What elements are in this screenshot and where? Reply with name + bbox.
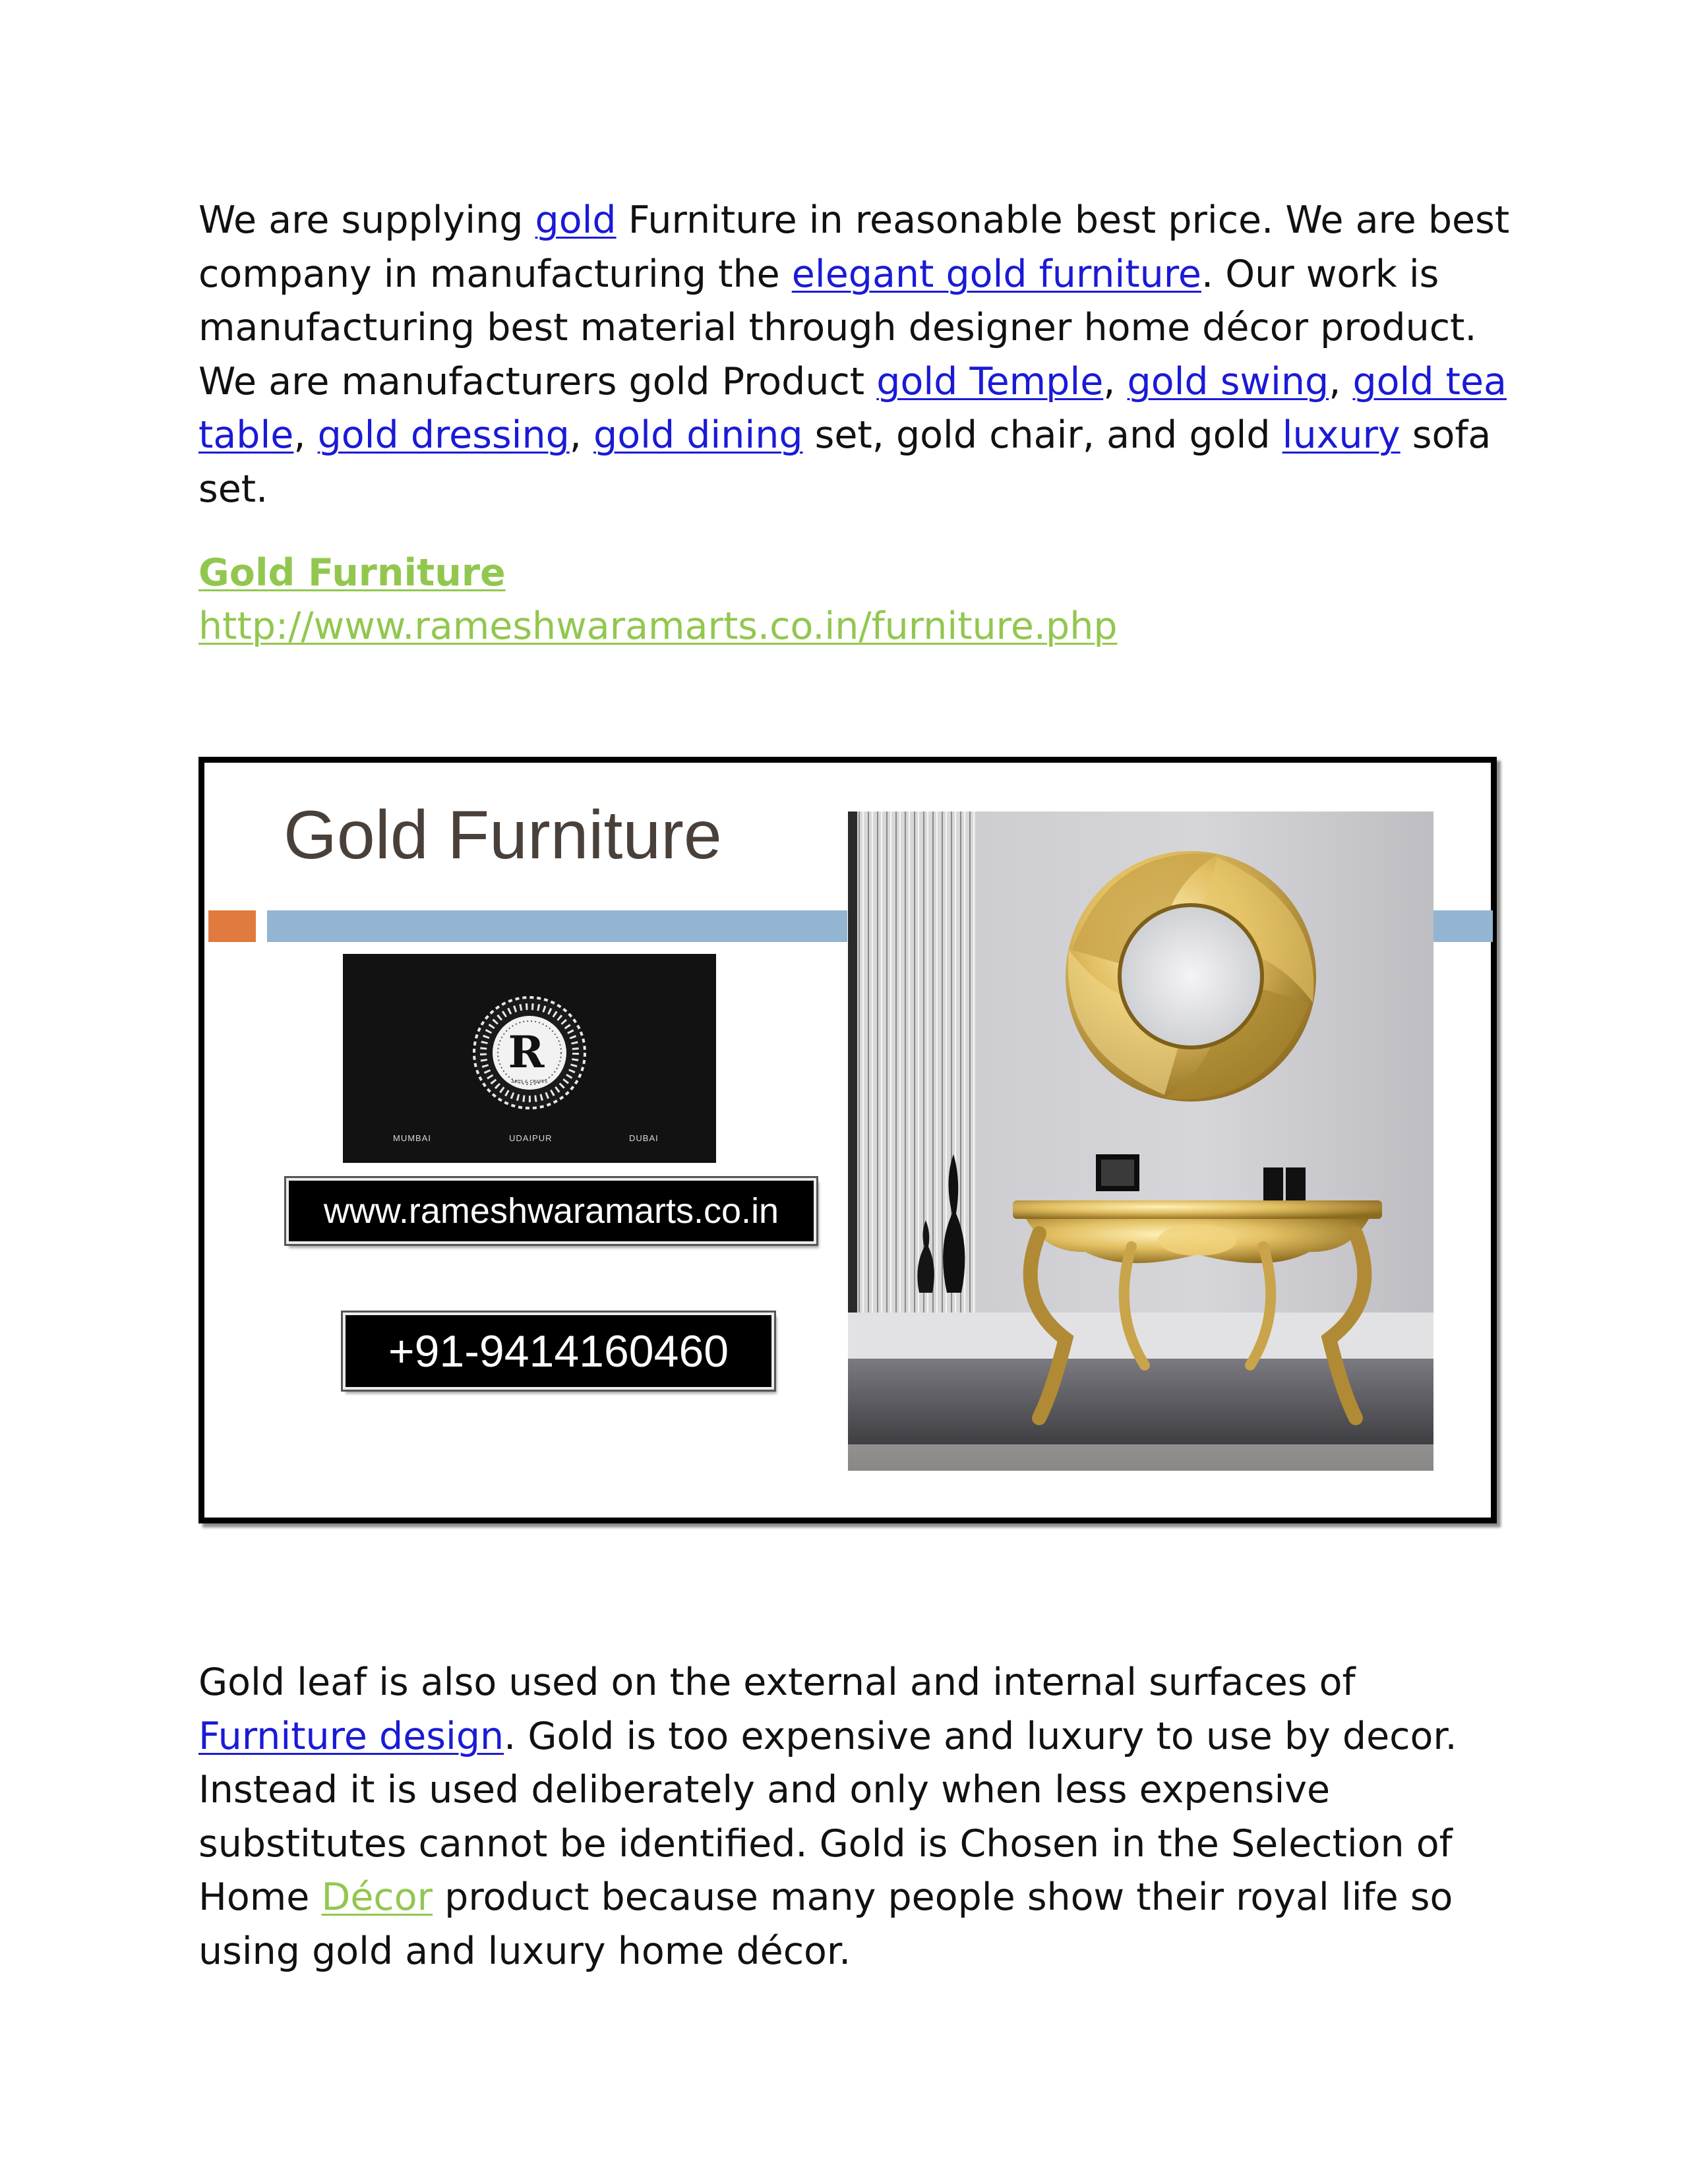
- logo-letter: R: [508, 1026, 545, 1078]
- link-gold-dressing[interactable]: gold dressing: [317, 413, 570, 457]
- city-udaipur: UDAIPUR: [509, 1133, 553, 1143]
- link-decor[interactable]: Décor: [321, 1875, 433, 1919]
- link-luxury[interactable]: luxury: [1282, 413, 1401, 457]
- intro-text-7: ,: [569, 413, 594, 457]
- logo-emblem-icon: [343, 954, 716, 1163]
- gold-furniture-banner: [198, 757, 1497, 1523]
- phone-text: +91-9414160460: [388, 1326, 729, 1376]
- intro-paragraph: [198, 194, 1517, 516]
- intro-text-2: Furniture in reasonable best price. We are best company in manufacturing the: [198, 198, 1510, 296]
- leaf-text-3: product because many people show their royal life so using gold and luxury home décor.: [198, 1875, 1453, 1973]
- banner-orange-accent: [208, 910, 256, 942]
- gold-furniture-heading-link[interactable]: Gold Furniture: [198, 551, 506, 595]
- website-text: www.rameshwaramarts.co.in: [323, 1191, 779, 1231]
- gold-console-mirror-photo: [848, 812, 1433, 1471]
- leaf-text-2: . Gold is too expensive and luxury to use by decor. Instead it is used deliberately and only when less expensive substitutes cannot be identified. Gold is Chosen in the Selection of Home: [198, 1714, 1457, 1919]
- intro-text-4: ,: [1103, 359, 1128, 403]
- intro-text-9: sofa set.: [198, 413, 1492, 511]
- link-elegant-gold-furniture[interactable]: elegant gold furniture: [791, 252, 1201, 296]
- intro-text-3: . Our work is manufacturing best material through designer home décor product. We are manufacturers gold Product: [198, 252, 1477, 403]
- brand-logo: [343, 954, 716, 1163]
- banner-blue-rule-right: [1433, 910, 1493, 942]
- intro-text-5: ,: [1329, 359, 1353, 403]
- link-gold-swing[interactable]: gold swing: [1127, 359, 1329, 403]
- link-gold-tea-table[interactable]: gold tea table: [198, 359, 1507, 457]
- intro-text-6: ,: [293, 413, 318, 457]
- intro-text-8: set, gold chair, and gold: [802, 413, 1282, 457]
- phone-badge: [343, 1313, 774, 1390]
- link-gold-temple[interactable]: gold Temple: [876, 359, 1104, 403]
- city-mumbai: MUMBAI: [393, 1133, 431, 1143]
- furniture-url-link[interactable]: http://www.rameshwaramarts.co.in/furniture.php: [198, 605, 1118, 648]
- banner-blue-rule: [267, 910, 847, 942]
- link-gold[interactable]: gold: [535, 198, 617, 242]
- link-gold-dining[interactable]: gold dining: [593, 413, 803, 457]
- intro-text-1: We are supplying: [198, 198, 535, 242]
- leaf-text-1: Gold leaf is also used on the external and internal surfaces of: [198, 1661, 1356, 1704]
- link-furniture-design[interactable]: Furniture design: [198, 1714, 504, 1758]
- logo-tagline: ARTS & CRAFTS: [511, 1079, 548, 1084]
- city-dubai: DUBAI: [629, 1133, 659, 1143]
- website-badge: [286, 1178, 816, 1244]
- gold-leaf-paragraph: [198, 1656, 1517, 1978]
- banner-title: Gold Furniture: [284, 797, 722, 873]
